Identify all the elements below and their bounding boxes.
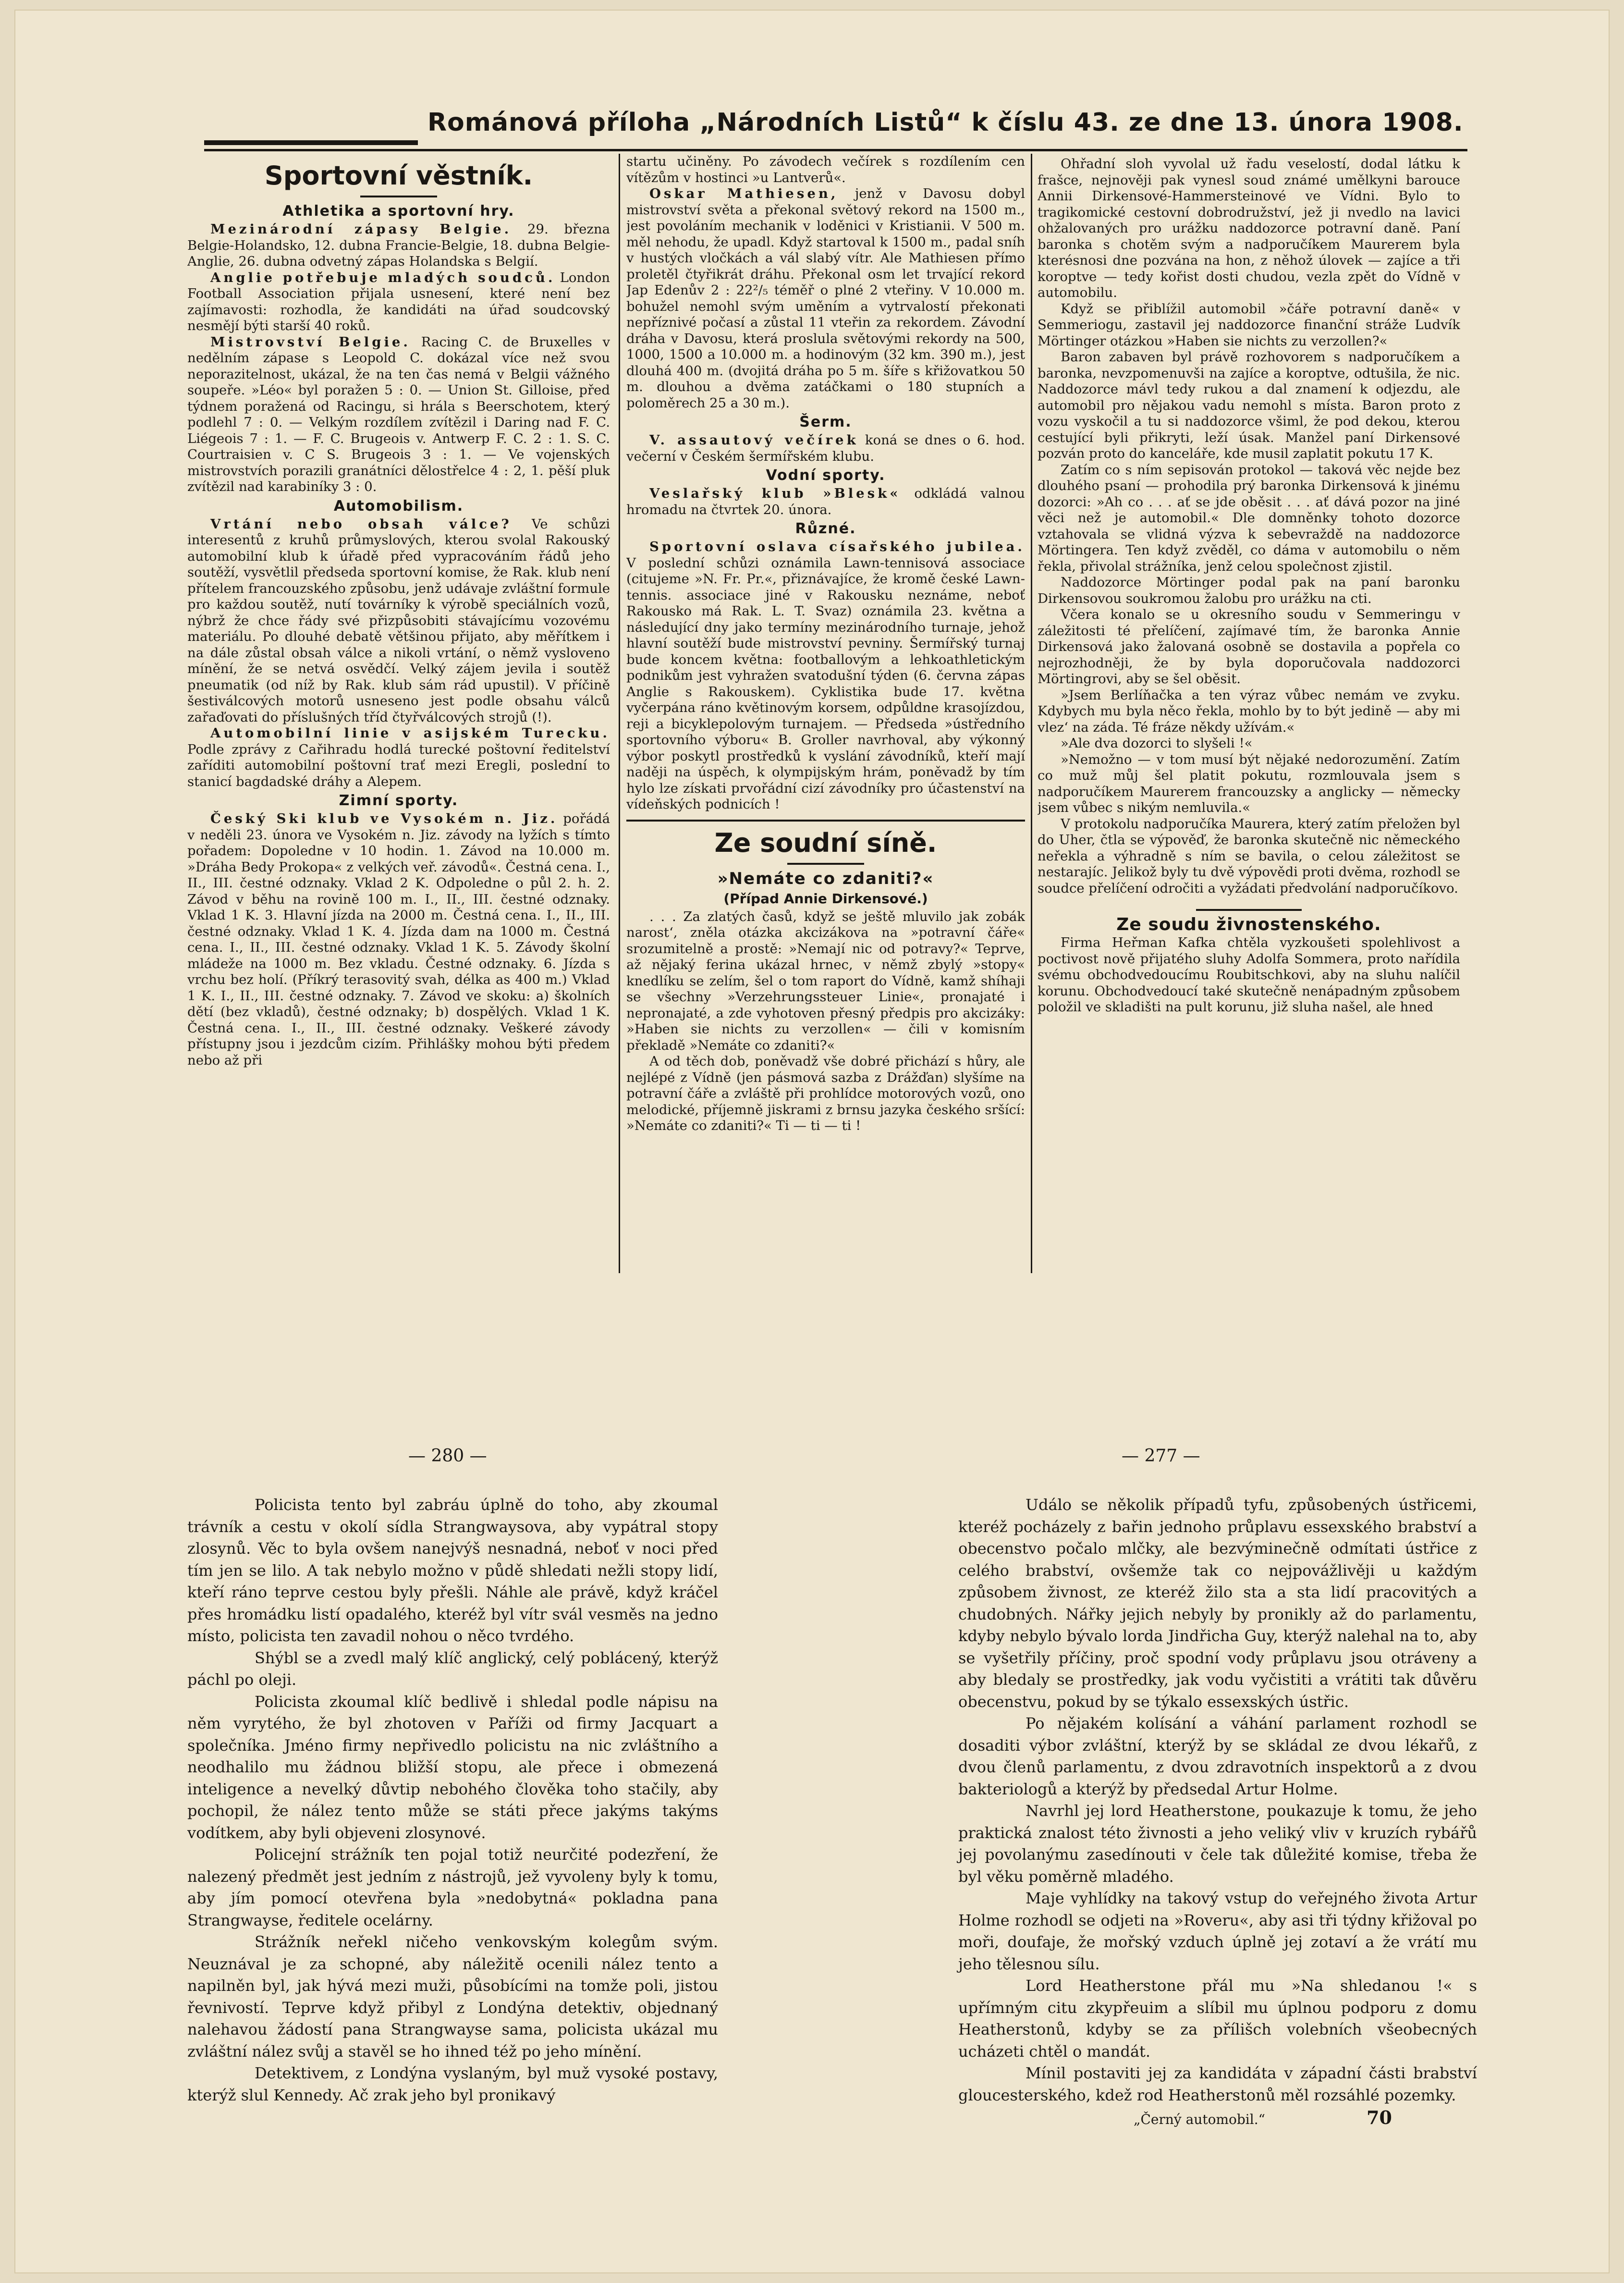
article-paragraph: Baron zabaven byl právě rozhovorem s nadporučíkem a baronka, nevzpomenuvši na zajíce a koroptve, odtušila, že nic. Naddozorce mávl tedy rukou a dal znamení k odjezdu, ale automobil pro nějakou vadu nemohl s místa. Baron proto z vozu vyskočil a tu si naddozorce všiml, že pod dekou, kterou cestující byli přikryti, leží úsak. Manžel paní Dirkensové pozván proto do kanceláře, kde musil zaplatit pokutu 17 K. — [1038, 349, 1460, 461]
novel-paragraph: Policista tento byl zabráu úplně do toho, aby zkoumal trávník a cestu v okolí sídla Strangwaysova, aby vypátral stopy zlosynů. Věc to byla ovšem nanejvýš nesnadná, neboť v noci před tím jen se lilo. A tak nebylo možno v půdě shledati nežli stopy lidí, kteří ráno teprve cestou byly přešli. Náhle ale právě, když kráčel přes hromádku listí opadalého, kteréž byl vítr svál vesměs na jedno místo, policista ten zavadil nohou o něco tvrdého. — [187, 1496, 718, 1645]
section-heading-court: Ze soudní síně. — [714, 827, 937, 858]
novel-paragraph: Po nějakém kolísání a váhání parlament rozhodl se dosaditi výbor zvláštní, kterýž by se skládal ze dvou lékařů, z dvou členů parlamentu, z dvou zdravotních inspektorů a z dvou bakteriologů a kterýž by předsedal Artur Holme. — [958, 1714, 1477, 1798]
article-paragraph: Oskar Mathiesen, jenž v Davosu dobyl mistrovství světa a překonal světový rekord na 1500 m., jest povoláním mechanik v loděnici v Kristianii. V 500 m. měl nehodu, že upadl. Když startoval k 1500 m., padal sníh v hustých vločkách a vál slabý vítr. Ale Mathiesen přímo proletěl čtyřikrát dráhu. Překonal osm let trvající rekord Jap Edenův 2 : 22²/₅ téměř o plné 2 vteřiny. V 10.000 m. bohužel nemohl svým uměním a vytrvalostí překonati nepříznivé počasí a zůstal 11 vteřin za rekordem. Závodní dráha v Davosu, která proslula světovými rekordy na 500, 1000, 1500 a 10.000 m. a hodinovým (32 km. 390 m.), jest dlouhá 400 m. (dvojitá dráha po 5 m. šíře s křižovatkou 50 m. dlouhou a dvěma zatáčkami o 180 stupních a poloměrech 25 a 30 m.). — [626, 186, 1025, 411]
novel-paragraph: Detektivem, z Londýna vyslaným, byl muž vysoké postavy, kterýž slul Kennedy. Ač zrak jeho byl pronikavý — [187, 2064, 718, 2104]
column-separator — [1031, 154, 1032, 1273]
article-paragraph: A od těch dob, poněvadž vše dobré přichází s hůry, ale nejlépé z Vídně (jen pásmová sazba z Drážďan) slyšíme na potravní čáře a zvláště při prohlídce motorových vozů, ono melodické, příjemně jiskrami z brnsu jazyka českého sršící: »Nemáte co zdaniti?« Ti — ti — ti ! — [626, 1054, 1025, 1133]
article-paragraph: Naddozorce Mörtinger podal pak na paní baronku Dirkensovou soukromou žalobu pro urážku na cti. — [1038, 575, 1460, 606]
header-rule-left — [204, 140, 418, 145]
article-paragraph: Zatím co s ním sepisován protokol — taková věc nejde bez dlouhého psaní — prohodila prý baronka Dirkensová k jinému dozorci: »Ah co . . . ať se jde oběsit . . . ať dává pozor na jiné věci než je automobil.« Dle domněnky tohoto dozorce vztahovala se vlidná výzva k sebevraždě na naddozorce Mörtingera. Ten když zvěděl, co dáma v automobilu o něm řekla, přivolal strážníka, jenž celou společnost zjistil. — [1038, 462, 1460, 574]
article-paragraph: Ohřadní sloh vyvolal už řadu veselostí, dodal látku k frašce, nejnověji pak vynesl soud známé umělkyni barouce Annii Dirkensové-Hammersteinové ve Vídni. Bylo to tragikomické cestovní dobrodružství, jež ji nvedlo na lavici ohžalovaných pro urážku naddozorce potravní daně. Paní baronka s chotěm svým a nadporučíkem Maurerem byla kterésnosi dne pozvána na hon, z něhož úlovek — zajíce a tři koroptve — tedy kořist dosti chudou, vezla zpět do Vídně v automobilu. — [1038, 156, 1460, 300]
article-paragraph: Mistrovství Belgie. Racing C. de Bruxelles v nedělním zápase s Leopold C. dokázal více než svou neporazitelnost, ukázal, že na ten čas nemá v Belgii vážného soupeře. »Léo« byl poražen 5 : 0. — Union St. Gilloise, před týdnem poražená od Racingu, si hrála s Beerschotem, který podlehl 7 : 0. — Velkým rozdílem zvítězil i Daring nad F. C. Liégeois 7 : 1. — F. C. Brugeois v. Antwerp F. C. 2 : 1. S. C. Courtraisien v. C S. Brugeois 3 : 1. — Ve vojenských mistrovstvích porazili granátníci dělostřelce 4 : 2, 1. pěší pluk zvítězil nad karabiníky 3 : 0. — [187, 334, 610, 494]
novel-paragraph: Navrhl jej lord Heatherstone, poukazuje k tomu, že jeho praktická znalost této živnosti a jeho veliký vliv v kruzích rybářů jej povolanýmu zasedínouti v čele tak důležité komise, třeba že byl věku poměrně mladého. — [958, 1802, 1477, 1886]
column-court — [1038, 156, 1460, 1276]
article-paragraph: »Jsem Berlíňačka a ten výraz vůbec nemám ve zvyku. Kdybych mu byla něco řekla, mohlo by to být jedině — aby mi vlez‘ na záda. Té fráze někdy užívám.« — [1038, 687, 1460, 735]
subheading-water-sports: Vodní sporty. — [766, 467, 886, 484]
novel-footer-title: „Černý automobil.“ — [1134, 2111, 1265, 2127]
section-divider — [626, 820, 1025, 822]
novel-paragraph: Policista zkoumal klíč bedlivě i shledal podle nápisu na něm vyrytého, že byl zhotoven v Paříži od firmy Jacquart a společníka. Jméno firmy nepřivedlo policistu na nic zvláštního a neodhalilo mu žádnou bližší stopu, ale přece i obmezená inteligence a nevelký důvtip nebohého člověka toho stačily, aby pochopil, že nález tento může se státi přece jakýms takýms vodítkem, aby byli objeveni zlosynové. — [187, 1692, 718, 1842]
page-number-right: — 277 — — [1122, 1446, 1200, 1466]
section-divider — [1196, 909, 1302, 911]
article-paragraph: Mezinárodní zápasy Belgie. 29. března Belgie-Holandsko, 12. dubna Francie-Belgie, 18. dubna Belgie-Anglie, 26. dubna odvetný zápas Holandska s Belgií. — [187, 221, 610, 269]
newspaper-page — [14, 10, 1610, 2273]
novel-paragraph: Událo se několik případů tyfu, způsobených ústřicemi, kteréž pocházely z bařin jednoho průplavu essexského brabství a obecenstvo počalo mlčky, ale bezvýminečně odmítati ústřice z celého brabství, ovšemže tak co nejpovážlivěji u každým způsobem živnost, ze kteréž žilo sta a sta lidí pracovitých a chudobných. Nářky jejich nebyly by pronikly až do parlamentu, kdyby nebylo bývalo lorda Jindřicha Guy, kterýž nalehal na to, aby se vyšetřily příčiny, proč spodní vody průplavu jsou otráveny a aby bledaly se prostředky, jak vodu vyčistiti a vrátiti tak důvěru obecenstvu, pokud by se týkalo essexských ústřic. — [958, 1496, 1477, 1711]
article-paragraph: »Ale dva dozorci to slyšeli !« — [1061, 736, 1253, 751]
novel-paragraph: Policejní strážník ten pojal totiž neurčité podezření, že nalezený předmět jest jedním z nástrojů, jež vyvoleny byly k tomu, aby jím pomocí otevřena byla »nedobytná« pokladna pana Strangwayse, ředitele ocelárny. — [187, 1845, 718, 1929]
column-sports-1 — [187, 156, 610, 1288]
subheading-automobilism: Automobilism. — [333, 497, 464, 515]
section-heading-sports: Sportovní věstník. — [264, 160, 533, 191]
subheading-athletics: Athletika a sportovní hry. — [282, 203, 515, 220]
subheading-misc: Různé. — [795, 520, 856, 537]
article-paragraph: Když se přiblížil automobil »čáře potravní daně« v Semmeriogu, zastavil jej naddozorce finanční stráže Ludvík Mörtinger otázkou »Haben sie nichts zu verzollen?« — [1038, 301, 1460, 349]
subheading-fencing: Šerm. — [799, 414, 852, 430]
section-heading-trade-court: Ze soudu živnostenského. — [1116, 915, 1381, 934]
article-paragraph: Anglie potřebuje mladých soudců. London Football Association přijala usnesení, které není bez zajímavosti: rozhodla, že kandidáti na úřad soudcovský nesmějí býti starší 40 roků. — [187, 270, 610, 333]
article-paragraph: Včera konalo se u okresního soudu v Semmeringu v záležitosti té přelíčení, zajímavé tím, že baronka Annie Dirkensová jako žalovaná osobně se dostavila a popřela co nejrozhodněji, že by byla doporučovala naddozorci Mörtingrovi, aby se šel oběsit. — [1038, 607, 1460, 687]
article-paragraph: startu učiněny. Po závodech večírek s rozdílením cen vítězům v hostinci »u Lantverů«. — [626, 154, 1025, 185]
article-paragraph: Automobilní linie v asijském Turecku. Podle zprávy z Cařihradu hodlá turecké poštovní ředitelství zaříditi automobilní poštovní trať mezi Eregli, poslední to stanicí bagdadské dráhy a Alepem. — [187, 725, 610, 789]
novel-paragraph: Maje vyhlídky na takový vstup do veřejného života Artur Holme rozhodl se odjeti na »Roveru«, aby asi tři týdny křižoval po moři, doufaje, že mořský vzduch úplně jej zotaví a že vrátí mu jeho tělesnou sílu. — [958, 1889, 1477, 1973]
header-rule-full — [204, 149, 1467, 151]
subheading-winter-sports: Zimní sporty. — [339, 792, 459, 809]
heading-underline — [360, 196, 437, 197]
novel-paragraph: Strážník neřekl ničeho venkovským kolegům svým. Neuznával je za schopné, aby náležitě ocenili nález tento a napilněn byl, jak hývá mezi muži, působícími na tomže poli, jistou řevnivostí. Teprve když přibyl z Londýna detektiv, objednaný nalehavou žádostí pana Strangwayse sama, policista ukázal mu zvláštní nález svůj a stavěl se ho ihned též po jeho mínění. — [187, 1933, 718, 2061]
article-paragraph: Sportovní oslava císařského jubilea. V poslední schůzi oznámila Lawn-tennisová associace (citujeme »N. Fr. Pr.«, přiznávajíce, že kromě české Lawn-tennis. associace jiné v Rakousku neznáme, neboť Rakousko má Rak. L. T. Svaz) oznámila 23. května a následující dny jako termíny mezinárodního turnaje, jehož hlavní soutěží bude mistrovství pevniny. Šermířský turnaj bude koncem května: footballovým a lehkoathletickým podnikům jest vyhražen svatodušní týden (6. června zápas Anglie s Rakouskem). Cyklistika bude 17. května vyčerpána ráno květinovým korsem, odpůldne krasojízdou, reji a bicyklepolovým turnajem. — Předseda »ústředního sportovního výboru« B. Groller navrhoval, aby výkonný výbor poskytl prostředků k vyslání závodníků, kteří mají naději na úspěch, k olympijským hrám, poněvadž by tím hylo lze získati prvořádní cizí závodníky pro účastenství na vídeňských podnicích ! — [626, 539, 1025, 812]
heading-underline — [787, 863, 864, 865]
novel-paragraph: Mínil postaviti jej za kandidáta v západní části brabství gloucesterského, kdež rod Heatherstonů měl rozsáhlé pozemky. — [958, 2064, 1477, 2104]
article-paragraph: V protokolu nadporučíka Maurera, který zatím přeložen byl do Uher, čtla se výpověď, že baronka skutečně nic německého neřekla a výhradně s ním se bavila, o celou záležitost se nestarajíc. Jelikož byly tu dvě výpovědi proti dvěma, rozhodl se soudce přelíčení odročiti a vyžádati předvolání nadporučíkovo. — [1038, 816, 1460, 896]
column-sports-2 — [626, 154, 1025, 1276]
article-paragraph: . . . Za zlatých časů, když se ještě mluvilo jak zobák narost‘, zněla otázka akcizákova na »potravní čáře« srozumitelně a prostě: »Nemají nic od potravy?« Teprve, až nějaký ferina ukázal hrnec, v němž zbylý »stopy« knedlíku se zelím, šel o tom raport do Vídně, kamž shíhaji se všechny »Verzehrungssteuer Linie«, pronajaté i nepronajaté, a zde vyhotoven přesný předpis pro akcizáky: »Haben sie nichts zu verzollen« — čili v komisním překladě »Nemáte co zdaniti?« — [626, 908, 1025, 1053]
novel-footer-pagenum: 70 — [1367, 2107, 1392, 2128]
article-paragraph: »Nemožno — v tom musí být nějaké nedorozumění. Zatím co muž můj šel platit pokutu, rozmlouvala jsem s nadporučíkem Maurerem francouzsky a anglicky — německy jsem vůbec s nikým nemluvila.« — [1038, 751, 1460, 815]
article-paragraph: V. assautový večírek koná se dnes o 6. hod. večerní v Českém šermířském klubu. — [626, 432, 1025, 464]
article-paragraph: Firma Heřman Kafka chtěla vyzkoušeti spolehlivost a poctivost nově přijatého sluhy Adolfa Sommera, proto nařídila svému obchodvedoucímu Roubitschkovi, aby na sluhu nalíčil korunu. Obchodvedoucí také skutečně nenápadným způsobem položil ve skladišti na pult korunu, již sluha našel, ale hned — [1038, 935, 1460, 1015]
article-title-nemate: »Nemáte co zdaniti?« — [717, 869, 934, 888]
article-paragraph: Vrtání nebo obsah válce? Ve schůzi interesentů z kruhů průmyslových, kterou svolal Rakouský automobilní klub k úřadě před vypracováním řádů jeho soutěží, vysvětlil předseda sportovní komise, že Rak. klub není přítelem francouzského způsobu, jenž udávaje zvláštní formule pro každou soutěž, nutí továrníky k výrobě speciálních vozů, nýbrž že chce řády své přizpůsobiti stávajícímu vozovému materiálu. Po dlouhé debatě většinou přijato, aby měřítkem i na dále zůstal obsah válce a nikoli vrtání, o němž vysloveno mínění, že se netvá osvědčí. Velký zájem jevila i soutěž pneumatik (od níž by Rak. klub sám rád upustil). V příčině šestiválcových motorů usneseno jest podle obsahu válců zařaďovati do příslušných tříd čtyřválcových strojů (!). — [187, 516, 610, 725]
article-paragraph: Český Ski klub ve Vysokém n. Jiz. pořádá v neděli 23. února ve Vysokém n. Jiz. závody na lyžích s tímto pořadem: Dopoledne v 10 hodin. 1. Závod na 10.000 m. »Dráha Bedy Prokopa« z velkých veř. závodů«. Čestná cena. I., II., III. čestné odznaky. Vklad 2 K. Odpoledne o půl 2. h. 2. Závod v běhu na rovině 100 m. I., II., III. čestné odznaky. Vklad 1 K. 3. Hlavní jízda na 2000 m. Čestná cena. I., II., III. čestné odznaky. Vklad 1 K. 4. Jízda dam na 1000 m. Čestná cena. I., II., III. čestné odznaky. Vklad 1 K. 5. Závody školní mládeže na 1000 m. Bez vkladu. Čestné odznaky. 6. Jízda s vrchu bez holí. (Příkrý terasovitý svah, délka as 400 m.) Vklad 1 K. I., II., III. čestné odznaky. 7. Závod ve skoku: a) školních dětí (bez vkladů), čestné odznaky; b) dospělých. Vklad 1 K. Čestná cena. I., II., III. čestné odznaky. Veškeré závody přístupny jsou i jezdcům cizím. Přihlášky mohou býti předem nebo až při — [187, 811, 610, 1068]
article-paragraph: Veslařský klub »Blesk« odkládá valnou hromadu na čtvrtek 20. února. — [626, 486, 1025, 517]
novel-column-right — [958, 1494, 1477, 2104]
page-header-title: Románová příloha „Národních Listů“ k číslu 43. ze dne 13. února 1908. — [427, 108, 1464, 137]
novel-paragraph: Lord Heatherstone přál mu »Na shledanou !« s upřímným citu zkypřeuim a slíbil mu úplnou podporu z domu Heatherstonů, kdyby se za přílišch volebních všeobecných ucházeti chtěl o mandát. — [958, 1976, 1477, 2061]
column-separator — [619, 154, 620, 1273]
novel-column-left — [187, 1494, 718, 2119]
novel-paragraph: Shýbl se a zvedl malý klíč anglický, celý poblácený, kterýž páchl po oleji. — [187, 1648, 718, 1689]
article-subtitle-case: (Případ Annie Dirkensové.) — [723, 890, 928, 907]
page-number-left: — 280 — — [408, 1446, 487, 1466]
